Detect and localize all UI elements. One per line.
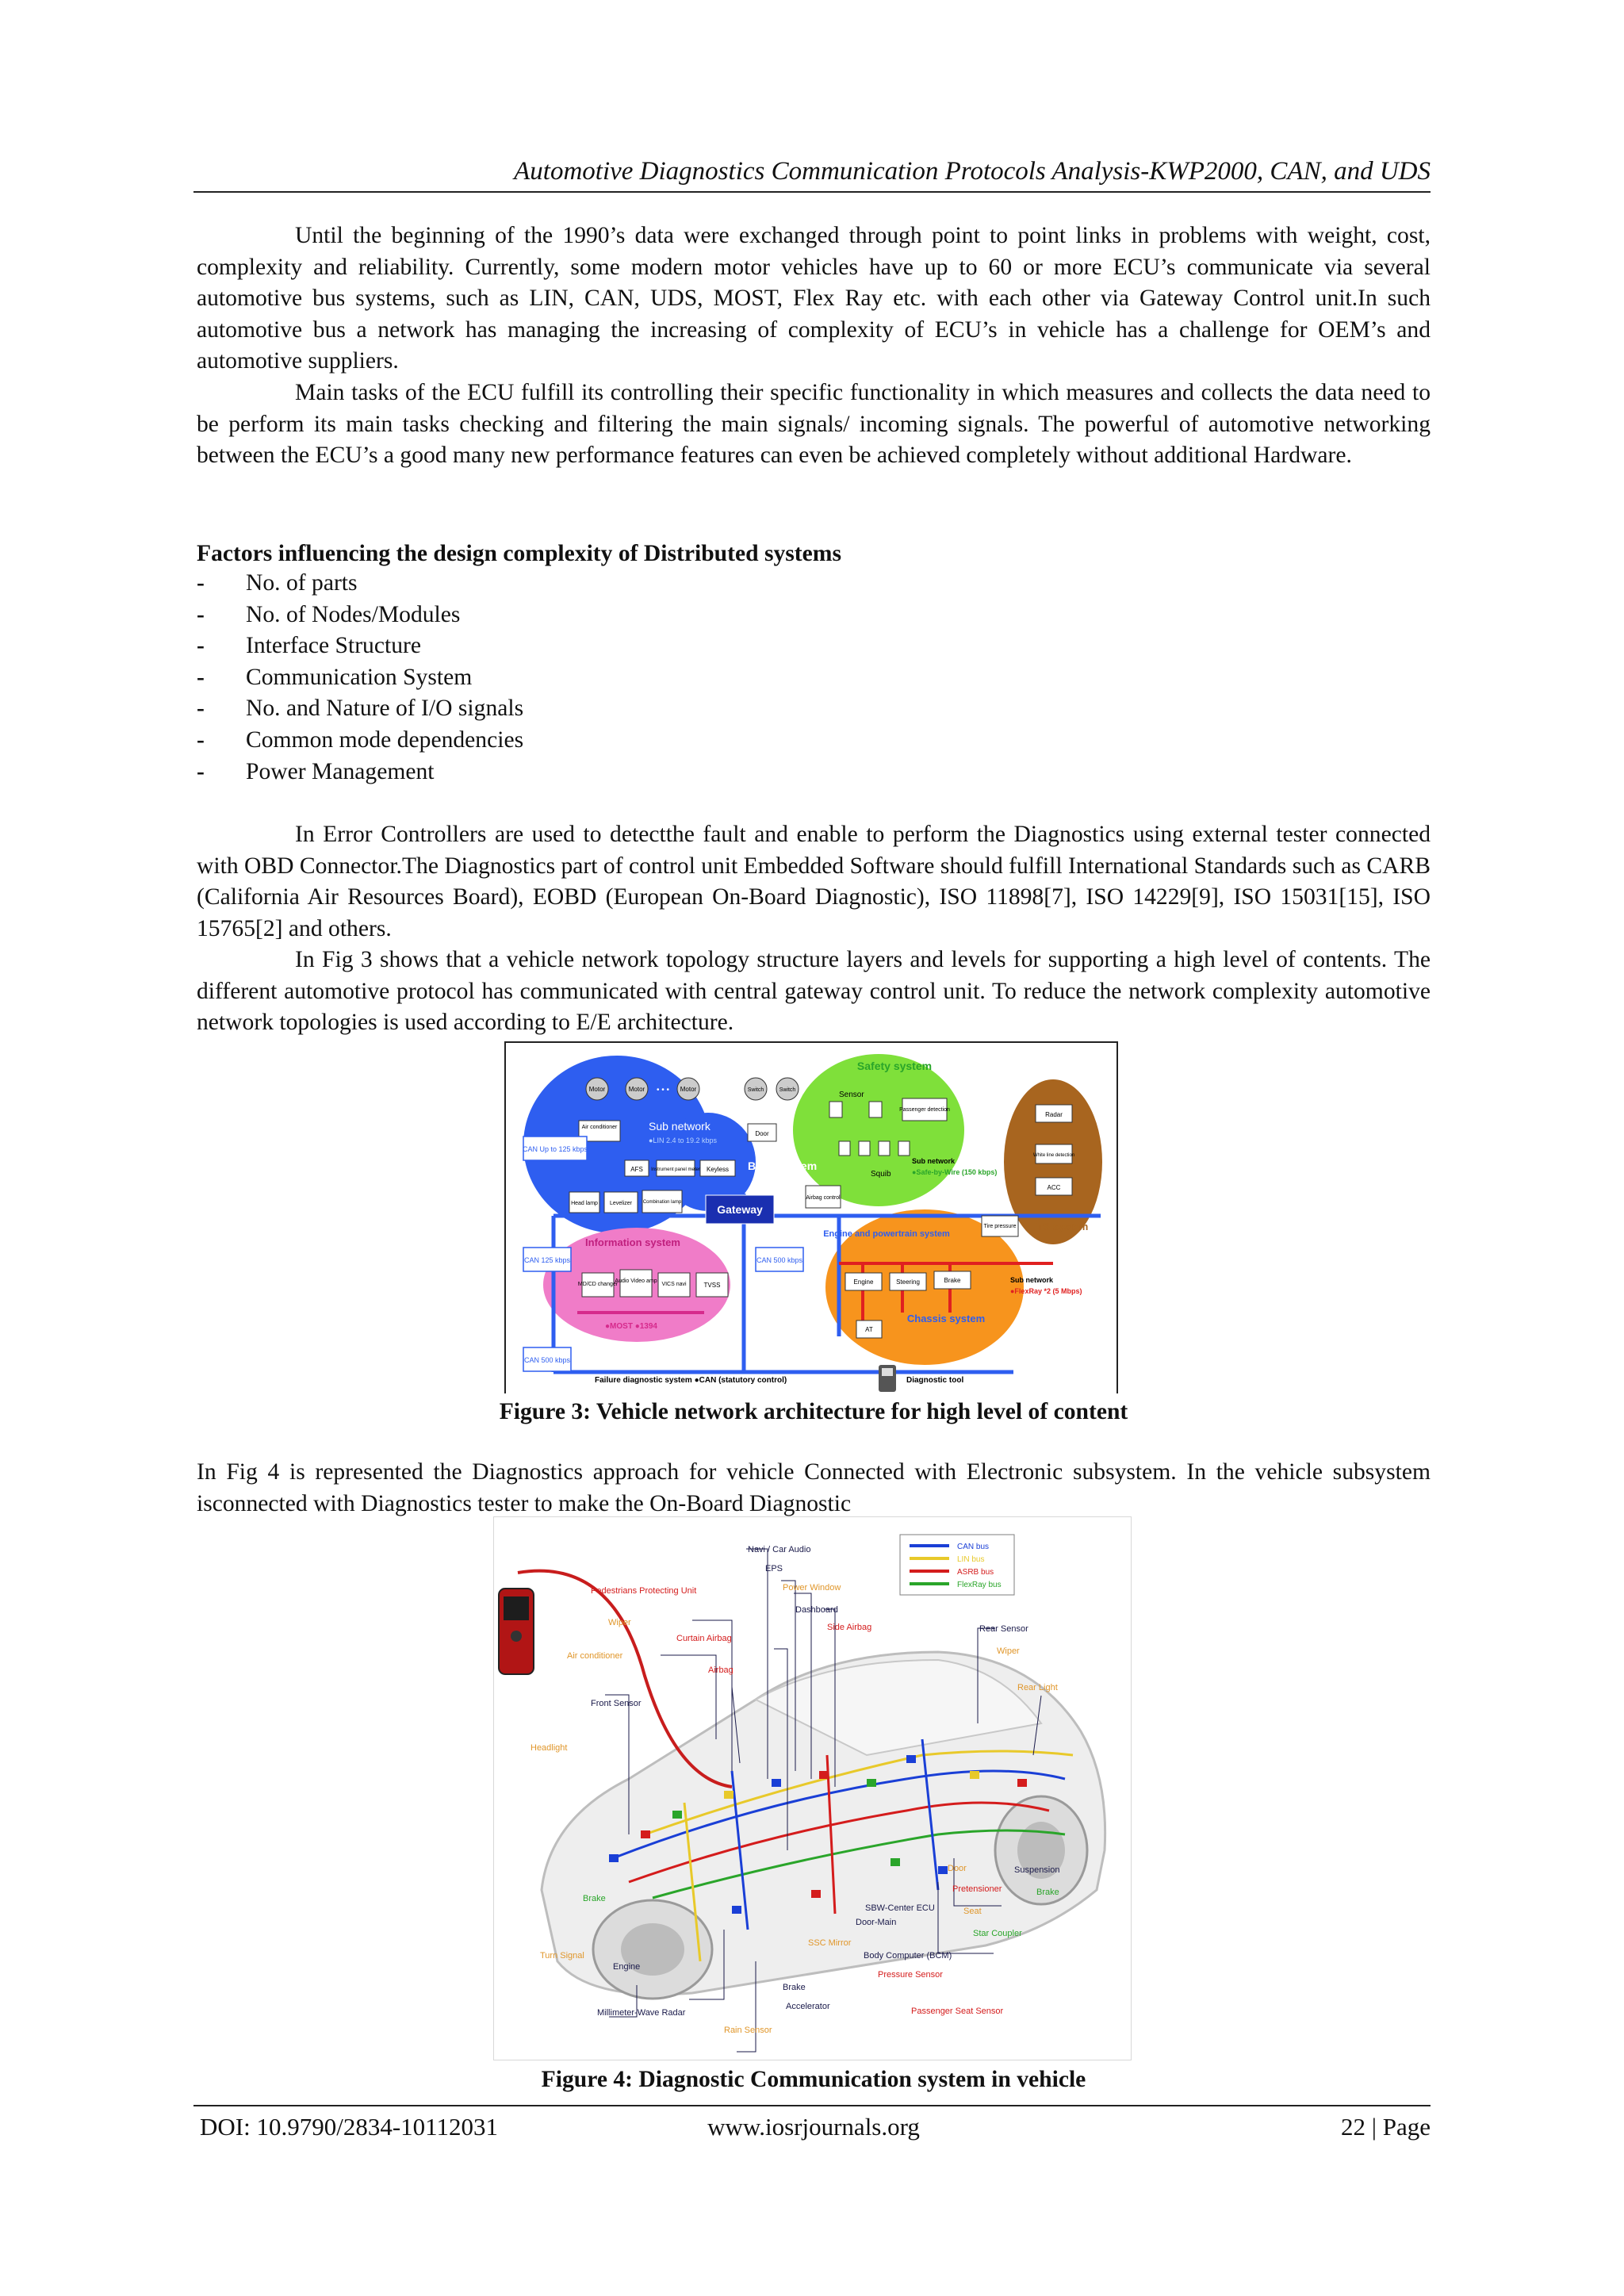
legend-label: CAN bus <box>957 1543 990 1551</box>
vics-label: VICS navi <box>661 1282 687 1287</box>
callout-passenger-seat: Passenger Seat Sensor <box>911 2007 1004 2016</box>
list-item-text: Power Management <box>246 758 435 784</box>
list-item-text: Common mode dependencies <box>246 726 524 753</box>
callout-accelerator: Accelerator <box>786 2002 830 2011</box>
legend-label: FlexRay bus <box>957 1581 1002 1589</box>
footer-doi: DOI: 10.9790/2834-10112031 <box>200 2113 498 2141</box>
chassis-system-label: Chassis system <box>906 1313 986 1324</box>
information-system-label: Information system <box>585 1236 680 1248</box>
list-dash: - <box>197 726 205 753</box>
acc-label: ACC <box>1047 1184 1061 1191</box>
list-dash: - <box>197 601 205 627</box>
motor-label-2: Motor <box>628 1086 645 1093</box>
steering-label: Steering <box>896 1278 920 1286</box>
footer-page-number: 22 | Page <box>1341 2113 1431 2141</box>
list-item-text: No. of Nodes/Modules <box>246 601 461 627</box>
list-item <box>197 693 523 725</box>
factors-list <box>197 568 523 788</box>
safe-by-wire-label: ●Safe-by-Wire (150 kbps) <box>912 1168 998 1176</box>
flexray-label: ●FlexRay *2 (5 Mbps) <box>1010 1287 1082 1295</box>
callout-headlight: Headlight <box>530 1743 568 1753</box>
callout-wiper: Wiper <box>608 1618 631 1627</box>
list-dash: - <box>197 696 205 722</box>
callout-seat: Seat <box>963 1907 982 1916</box>
lin-rate-label: ●LIN 2.4 to 19.2 kbps <box>649 1137 717 1144</box>
flexray-sub-network-label: Sub network <box>1010 1276 1054 1284</box>
header-rule <box>193 191 1431 193</box>
callout-rear-sensor: Rear Sensor <box>979 1624 1028 1634</box>
passenger-detection-label: Passenger detection <box>899 1107 950 1113</box>
figure-3-svg <box>506 1043 1120 1395</box>
motor-dots: • • • <box>656 1086 670 1094</box>
factors-heading: Factors influencing the design complexity of Distributed systems <box>197 541 841 566</box>
callout-ssc-mirror: SSC Mirror <box>808 1938 852 1948</box>
callout-air-conditioner: Air conditioner <box>567 1651 623 1661</box>
callout-brake-bottom: Brake <box>783 1983 806 1992</box>
list-item <box>197 662 523 694</box>
paragraph-1: Until the beginning of the 1990’s data were exchanged through point to point links in problems with weight, cost, complexity and reliability. Currently, some modern motor vehicles have up to 60 or more ECU’s communicate via several automotive bus systems, such as LIN, CAN, UDS, MOST, Flex Ray etc. with each other via Gateway Control unit.In such automotive bus a network has managing the increasing of complexity of ECU’s in vehicle has a challenge for OEM’s and automotive suppliers. <box>197 223 1431 374</box>
motor-label-3: Motor <box>680 1086 697 1093</box>
audio-video-label: Audio Video amp <box>615 1278 657 1284</box>
footer-website: www.iosrjournals.org <box>707 2113 920 2141</box>
switch-label-2: Switch <box>779 1087 796 1093</box>
callout-front-sensor: Front Sensor <box>591 1699 642 1708</box>
safety-system-label: Safety system <box>856 1060 933 1072</box>
brake-label: Brake <box>944 1277 961 1284</box>
list-item-text: Communication System <box>246 664 473 690</box>
diagnostic-tool-screen <box>882 1368 893 1376</box>
callout-pressure-sensor: Pressure Sensor <box>878 1970 943 1980</box>
figure-4-caption: Figure 4: Diagnostic Communication system in vehicle <box>541 2067 1086 2092</box>
safety-sub-network-label: Sub network <box>912 1157 956 1165</box>
page-footer <box>197 2110 1431 2145</box>
engine-label: Engine <box>853 1278 874 1286</box>
body-system-label: Body system <box>748 1159 818 1172</box>
gateway-label: Gateway <box>717 1203 763 1216</box>
paragraph-5: In Fig 4 is represented the Diagnostics approach for vehicle Connected with Electronic subsystem. In the vehicle subsystem isconnected with Diagnostics tester to make the On-Board Diagnostic <box>197 1459 1431 1516</box>
at-label: AT <box>865 1326 873 1333</box>
instrument-panel-label: Instrument panel meter <box>651 1167 700 1172</box>
list-item-text: No. and Nature of I/O signals <box>246 696 524 722</box>
callout-rain-sensor: Rain Sensor <box>724 2026 772 2035</box>
callout-power-window: Power Window <box>783 1583 841 1593</box>
radar-label: Radar <box>1045 1111 1063 1118</box>
list-item <box>197 725 523 757</box>
can-125-up-label: CAN Up to 125 kbps <box>522 1145 588 1153</box>
callout-pedestrians: Pedestrians Protecting Unit <box>591 1586 697 1596</box>
running-title: Automotive Diagnostics Communication Protocols Analysis-KWP2000, CAN, and UDS <box>514 157 1431 186</box>
callout-mmw-radar: Millimeter-Wave Radar <box>597 2008 686 2018</box>
door-label: Door <box>755 1130 769 1137</box>
safety-system-blob <box>793 1054 964 1206</box>
head-lamp-label: Head lamp <box>571 1201 598 1206</box>
list-item <box>197 631 523 662</box>
can-500-bottom-label: CAN 500 kbps <box>523 1356 571 1364</box>
callout-airbag: Airbag <box>708 1665 733 1675</box>
callout-brake-left: Brake <box>583 1894 606 1903</box>
list-dash: - <box>197 633 205 659</box>
list-item-text: Interface Structure <box>246 633 421 659</box>
callout-pretensioner: Pretensioner <box>952 1884 1002 1894</box>
motor-label-1: Motor <box>588 1086 606 1093</box>
callout-wiper-rear: Wiper <box>997 1646 1020 1656</box>
levelizer-label: Levelizer <box>609 1201 633 1206</box>
diagnostic-tool-label: Diagnostic tool <box>906 1376 964 1385</box>
paragraph-4: In Fig 3 shows that a vehicle network topology structure layers and levels for supporting a high level of contents. The different automotive protocol has communicated with central gateway control unit. To reduce the network complexity automotive network topologies is used according to E/E architecture. <box>197 947 1431 1036</box>
callout-engine: Engine <box>613 1962 641 1972</box>
figure-3-caption: Figure 3: Vehicle network architecture for high level of content <box>499 1399 1128 1424</box>
footer-rule <box>193 2105 1431 2106</box>
scanner-screen <box>504 1596 529 1620</box>
list-item <box>197 600 523 631</box>
sensor-label: Sensor <box>839 1091 864 1099</box>
tvss-label: TVSS <box>703 1282 721 1289</box>
legend-label: ASRB bus <box>957 1568 994 1577</box>
callout-navi: Navi / Car Audio <box>748 1545 811 1554</box>
list-dash: - <box>197 758 205 784</box>
callout-rear-light: Rear Light <box>1017 1683 1058 1692</box>
figure-3-network-diagram <box>504 1041 1118 1393</box>
squib-label: Squib <box>871 1170 891 1179</box>
callout-brake-right: Brake <box>1036 1888 1059 1897</box>
paragraph-3: In Error Controllers are used to detectthe fault and enable to perform the Diagnostics using external tester connected with OBD Connector.The Diagnostics part of control unit Embedded Software should fulfill International Standards such as CARB (California Air Resources Board), EOBD (European On-Board Diagnostic), ISO 11898[7], ISO 14229[9], ISO 15031[15], ISO 15765[2] and others. <box>197 822 1431 941</box>
can-500-label: CAN 500 kbps <box>756 1256 803 1264</box>
list-item-text: No. of parts <box>246 570 358 596</box>
callout-body-computer: Body Computer (BCM) <box>864 1951 952 1961</box>
paragraph-2: Main tasks of the ECU fulfill its controlling their specific functionality in which measures and collects the data need to be perform its main tasks checking and filtering the main signals/ incoming signals. The powerful of automotive networking between the ECU’s a good many new performance features can even be achieved completely without additional Hardware. <box>197 380 1431 469</box>
keyless-label: Keyless <box>706 1166 730 1173</box>
can-125-label: CAN 125 kbps <box>523 1256 571 1264</box>
tire-pressure-label: Tire pressure <box>983 1224 1017 1229</box>
combination-lamp-label: Combination lamp <box>642 1200 682 1205</box>
callout-door: Door <box>948 1864 967 1873</box>
callout-eps: EPS <box>765 1564 783 1573</box>
callout-curtain-airbag: Curtain Airbag <box>676 1634 732 1643</box>
list-item <box>197 568 523 600</box>
callout-sbw-center: SBW-Center ECU <box>865 1903 935 1913</box>
callout-turn-signal: Turn Signal <box>540 1951 584 1961</box>
callout-suspension: Suspension <box>1014 1865 1060 1875</box>
legend-label: LIN bus <box>957 1555 985 1564</box>
engine-powertrain-label: Engine and powertrain system <box>823 1229 950 1239</box>
its-node-boxes <box>1036 1105 1072 1195</box>
airbag-control-label: Airbag control <box>806 1195 841 1201</box>
list-dash: - <box>197 664 205 690</box>
callout-star-coupler: Star Coupler <box>973 1929 1022 1938</box>
most-label: ●MOST ●1394 <box>605 1322 657 1331</box>
figure-4-vehicle-diagram <box>493 1516 1132 2060</box>
callout-dashboard: Dashboard <box>795 1605 838 1615</box>
failure-diagnostic-label: Failure diagnostic system ●CAN (statutory control) <box>595 1376 787 1385</box>
callout-side-airbag: Side Airbag <box>827 1623 872 1632</box>
switch-label-1: Switch <box>747 1087 764 1093</box>
md-cd-label: MD/CD changer <box>577 1282 619 1287</box>
afs-label: AFS <box>630 1166 643 1173</box>
list-item <box>197 757 523 788</box>
its-system-label: ITS system <box>1033 1221 1089 1232</box>
figure-4-svg <box>494 1517 1132 2061</box>
list-dash: - <box>197 570 205 596</box>
scanner-button <box>511 1631 522 1642</box>
body-sub-network-label: Sub network <box>649 1120 710 1133</box>
white-line-label: White line detection <box>1032 1153 1075 1158</box>
callout-door-main: Door-Main <box>856 1918 897 1927</box>
air-conditioner-label: Air conditioner <box>581 1125 618 1130</box>
